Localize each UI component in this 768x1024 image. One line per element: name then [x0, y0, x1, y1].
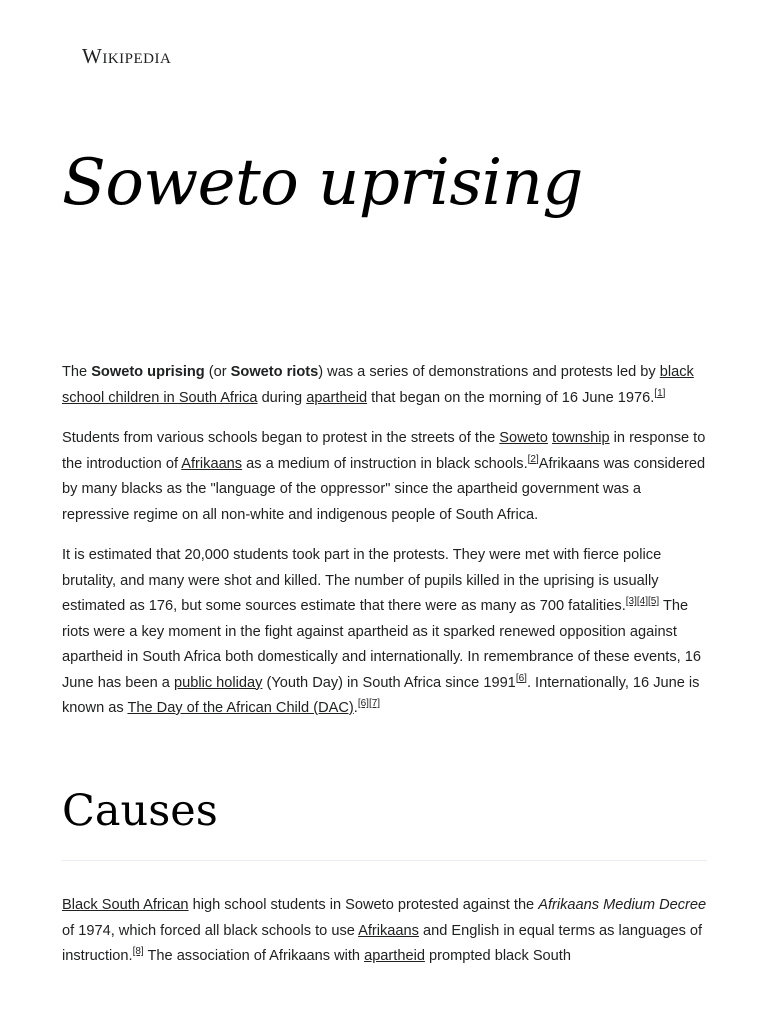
paragraph-intro	[62, 360, 707, 411]
citation-link-3[interactable]: [3]	[625, 596, 637, 608]
citation-link-4[interactable]: [4]	[636, 596, 649, 608]
citation-link-1[interactable]: [1]	[654, 387, 666, 399]
link-afrikaans-2[interactable]: Afrikaans	[358, 922, 419, 939]
citation	[654, 388, 665, 399]
link-apartheid-2[interactable]: apartheid	[364, 948, 425, 964]
link-day-of-african-child[interactable]: The Day of the African Child (DAC)	[127, 700, 354, 716]
text-run: and English in equal terms as languages of instruction.	[62, 922, 703, 964]
link-soweto[interactable]: Soweto	[499, 430, 548, 446]
text-run: .	[353, 700, 358, 716]
citation	[358, 698, 380, 709]
link-public-holiday[interactable]: public holiday	[173, 674, 263, 691]
wikipedia-logo[interactable]: Wikipedia	[82, 44, 172, 68]
text-run: prompted black South	[424, 948, 571, 964]
citation	[626, 596, 659, 607]
citation	[528, 454, 539, 465]
link-apartheid[interactable]: apartheid	[306, 389, 368, 406]
text-run: as a medium of instruction in black schools.	[242, 455, 528, 472]
text-run: Students from various schools began to protest in the streets of the	[62, 430, 500, 446]
section-heading-causes: Causes	[62, 786, 707, 861]
text-run: The riots were a key moment in the fight against apartheid as it sparked renewed opposition against apartheid in South Africa both domestically and internationally. In remembrance of these events, 16 June has been a	[62, 598, 701, 691]
link-township[interactable]: township	[552, 430, 610, 446]
citation-link-2[interactable]: [2]	[527, 453, 539, 465]
text-run: It is estimated that 20,000 students took part in the protests. They were met with fierce police brutality, and many were shot and killed. The number of pupils killed in the uprising is usually estimated as 176, but some sources estimate that there were as many as 700 fatalities.	[62, 547, 662, 614]
citation-link-8[interactable]: [8]	[132, 946, 144, 958]
text-run: The association of Afrikaans with	[143, 948, 365, 964]
paragraph-causes	[62, 893, 707, 970]
bold-term-soweto-riots: Soweto riots	[230, 364, 319, 380]
section-causes-body	[62, 893, 707, 970]
link-black-south-african[interactable]: Black South African	[62, 897, 189, 913]
bold-term-soweto-uprising: Soweto uprising	[91, 364, 205, 380]
citation-link-7[interactable]: [7]	[368, 698, 381, 710]
citation-link-5[interactable]: [5]	[648, 596, 660, 608]
text-run: of 1974, which forced all black schools to use	[62, 922, 359, 939]
text-run: high school students in Soweto protested against the	[188, 897, 539, 913]
citation	[516, 673, 527, 684]
text-run: (or	[204, 364, 231, 380]
page-title: Soweto uprising	[62, 146, 583, 220]
link-black-school-children[interactable]: black school children in South Africa	[62, 364, 694, 406]
article-body	[62, 360, 707, 737]
text-run: . Internationally, 16 June is known as	[62, 674, 700, 716]
text-run: Afrikaans was considered by many blacks as the "language of the oppressor" since the apartheid government was a repressive regime on all non-white and indigenous people of South Africa.	[62, 455, 706, 523]
citation-link-6b[interactable]: [6]	[357, 698, 369, 710]
text-run: that began on the morning of 16 June 1976.	[367, 389, 655, 406]
text-run: The	[62, 364, 92, 380]
text-run: in response to the introduction of	[62, 430, 706, 472]
paragraph-estimate	[62, 543, 707, 722]
citation	[133, 946, 144, 957]
italic-term-decree: Afrikaans Medium Decree	[538, 897, 707, 913]
citation-link-6[interactable]: [6]	[515, 672, 527, 684]
link-afrikaans[interactable]: Afrikaans	[181, 455, 243, 472]
text-run: during	[257, 389, 307, 406]
text-run: ) was a series of demonstrations and protests led by	[318, 364, 660, 380]
text-run: (Youth Day) in South Africa since 1991	[262, 674, 516, 691]
paragraph-protest	[62, 426, 707, 528]
